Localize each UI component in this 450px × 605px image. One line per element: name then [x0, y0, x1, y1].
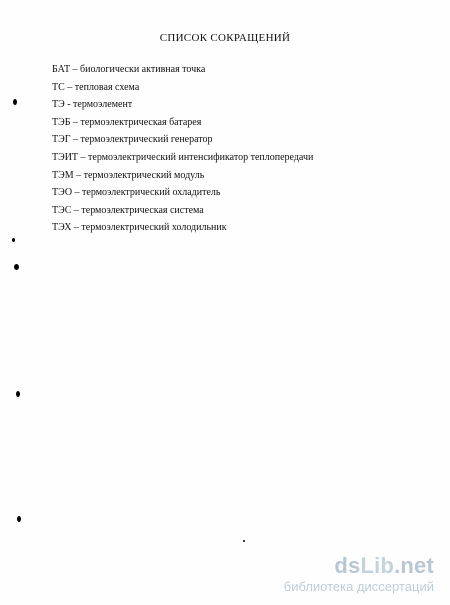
- abbreviation-item: ТЭМ – термоэлектрический модуль: [52, 169, 205, 181]
- abbreviation-item: ТЭС – термоэлектрическая система: [52, 204, 204, 216]
- scan-speck: [13, 99, 17, 105]
- abbreviation-item: ТС – тепловая схема: [52, 81, 140, 93]
- abbreviation-list: [52, 61, 313, 237]
- watermark-tagline: библиотека диссертаций: [283, 579, 434, 594]
- scan-speck: [17, 516, 21, 522]
- watermark-brand-lib: Lib: [360, 553, 395, 578]
- watermark-brand-ds: ds: [334, 553, 361, 578]
- scan-speck: [243, 540, 245, 542]
- scan-speck: [12, 238, 15, 242]
- page-title: СПИСОК СОКРАЩЕНИЙ: [159, 32, 291, 44]
- watermark-brand: [334, 553, 434, 579]
- abbreviation-item: ТЭО – термоэлектрический охладитель: [52, 187, 221, 199]
- abbreviation-item: ТЭИТ – термоэлектрический интенсификатор теплопередачи: [52, 151, 314, 163]
- abbreviation-item: ТЭ - термоэлемент: [52, 99, 133, 111]
- abbreviation-item: ТЭГ – термоэлектрический генератор: [52, 134, 213, 146]
- abbreviation-item: ТЭХ – термоэлектрический холодильник: [52, 222, 227, 234]
- scan-speck: [14, 264, 19, 270]
- scan-speck: [16, 391, 20, 397]
- abbreviation-item: ТЭБ – термоэлектрическая батарея: [52, 116, 202, 128]
- abbreviation-item: БАТ – биологически активная точка: [52, 64, 206, 75]
- watermark-brand-net: .net: [394, 553, 434, 578]
- dslib-watermark-logo: [263, 553, 438, 599]
